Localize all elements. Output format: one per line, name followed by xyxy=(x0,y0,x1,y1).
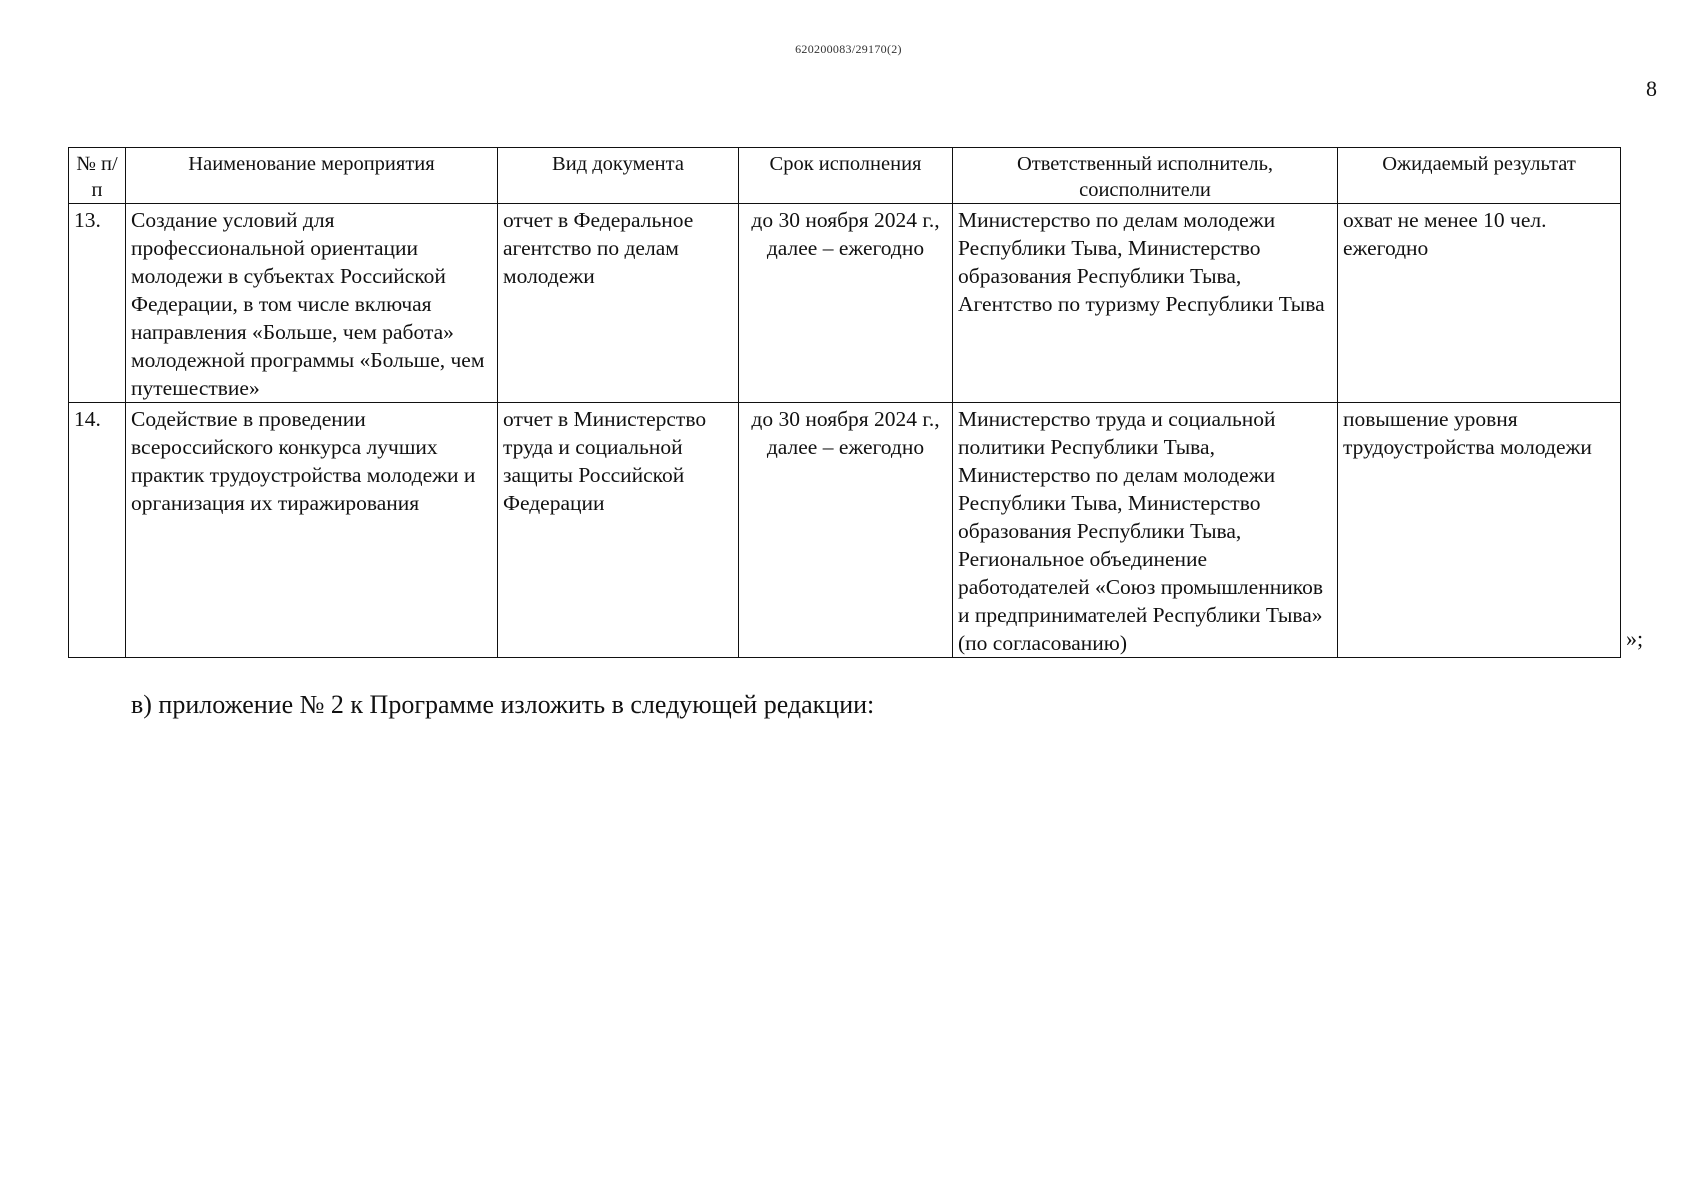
header-document-type: Вид документа xyxy=(498,148,739,204)
table-row xyxy=(69,403,1621,658)
cell-event-name: Содействие в проведении всероссийского конкурса лучших практик трудоустройства молодежи и организация их тиражирования xyxy=(126,403,498,658)
page-number: 8 xyxy=(1646,76,1657,101)
cell-result: охват не менее 10 чел. ежегодно xyxy=(1338,204,1621,403)
cell-executor: Министерство по делам молодежи Республики Тыва, Министерство образования Республики Тыва, Агентство по туризму Республики Тыва xyxy=(953,204,1338,403)
closing-quote-mark: »; xyxy=(1626,626,1644,651)
cell-result: повышение уровня трудоустройства молодежи xyxy=(1338,403,1621,658)
cell-deadline: до 30 ноября 2024 г., далее – ежегодно xyxy=(739,204,953,403)
header-deadline: Срок исполнения xyxy=(739,148,953,204)
header-executor: Ответственный исполнитель, соисполнители xyxy=(953,148,1338,204)
cell-num: 13. xyxy=(69,204,126,403)
cell-document-type: отчет в Министерство труда и социальной защиты Российской Федерации xyxy=(498,403,739,658)
cell-event-name: Создание условий для профессиональной ориентации молодежи в субъектах Российской Федерации, в том числе включая направления «Больше, чем работа» молодежной программы «Больше, чем путешествие» xyxy=(126,204,498,403)
header-num: № п/п xyxy=(69,148,126,204)
table-header-row xyxy=(69,148,1621,204)
cell-executor: Министерство труда и социальной политики Республики Тыва, Министерство по делам молодежи Республики Тыва, Министерство образования Республики Тыва, Региональное объединение работодателей «Союз промышленников и предпринимателей Республики Тыва» (по согласованию) xyxy=(953,403,1338,658)
cell-deadline: до 30 ноября 2024 г., далее – ежегодно xyxy=(739,403,953,658)
cell-document-type: отчет в Федеральное агентство по делам молодежи xyxy=(498,204,739,403)
header-result: Ожидаемый результат xyxy=(1338,148,1621,204)
measures-table xyxy=(68,147,1621,658)
table-row xyxy=(69,204,1621,403)
cell-num: 14. xyxy=(69,403,126,658)
header-event-name: Наименование мероприятия xyxy=(126,148,498,204)
amendment-paragraph: в) приложение № 2 к Программе изложить в следующей редакции: xyxy=(131,690,875,719)
document-code: 620200083/29170(2) xyxy=(795,42,902,56)
